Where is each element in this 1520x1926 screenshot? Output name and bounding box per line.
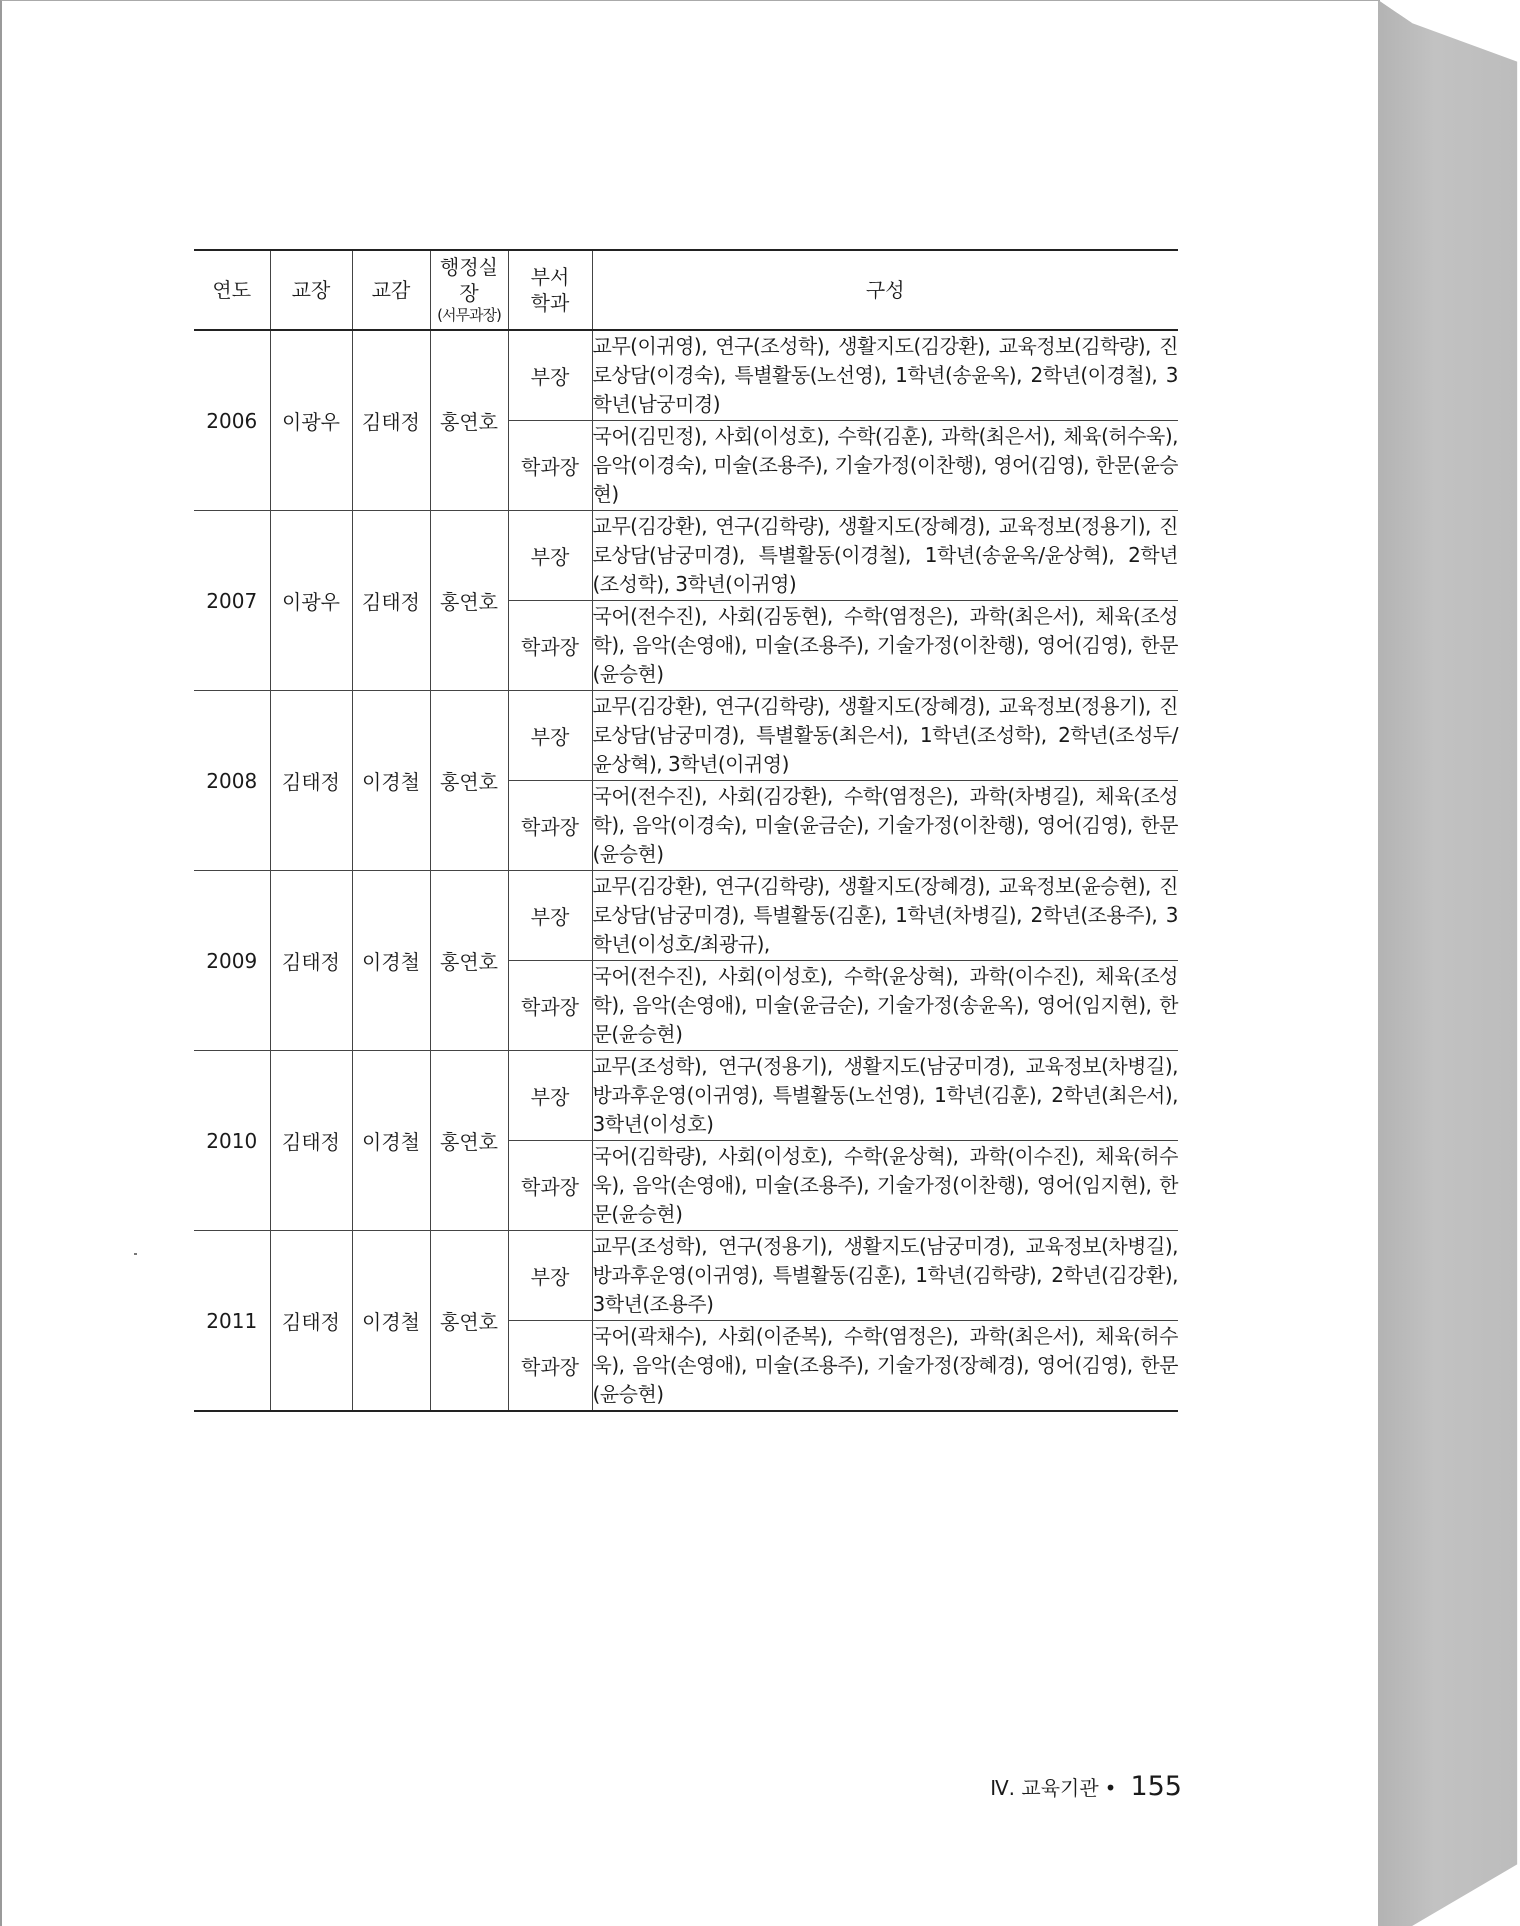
cell-subject-composition: 국어(전수진), 사회(김강환), 수학(염정은), 과학(차병길), 체육(조성학), 음악(이경숙), 미술(윤금순), 기술가정(이찬행), 영어(김영), 한문(윤승현): [592, 781, 1178, 871]
header-vice-principal: 교감: [352, 250, 430, 330]
cell-dept-composition: 교무(김강환), 연구(김학량), 생활지도(장혜경), 교육정보(정용기), 진로상담(남궁미경), 특별활동(최은서), 1학년(조성학), 2학년(조성두/윤상혁), 3학년(이귀영): [592, 691, 1178, 781]
header-year: 연도: [194, 250, 270, 330]
header-dept-line1: 부서: [530, 265, 570, 289]
cell-vice-principal: 이경철: [352, 1231, 430, 1412]
cell-admin-head: 홍연호: [430, 511, 508, 691]
cell-admin-head: 홍연호: [430, 1051, 508, 1231]
cell-year: 2008: [194, 691, 270, 871]
table-row: [194, 1051, 1178, 1141]
cell-subject-composition: 국어(곽채수), 사회(이준복), 수학(염정은), 과학(최은서), 체육(허수욱), 음악(손영애), 미술(조용주), 기술가정(장혜경), 영어(김영), 한문(윤승현): [592, 1321, 1178, 1412]
cell-dept-label: 부장: [508, 511, 592, 601]
cell-subject-composition: 국어(전수진), 사회(김동현), 수학(염정은), 과학(최은서), 체육(조성학), 음악(손영애), 미술(조용주), 기술가정(이찬행), 영어(김영), 한문(윤승현): [592, 601, 1178, 691]
header-admin-head: [430, 250, 508, 330]
cell-principal: 김태정: [270, 871, 352, 1051]
cell-vice-principal: 이경철: [352, 871, 430, 1051]
cell-admin-head: 홍연호: [430, 691, 508, 871]
header-admin-head-sub: (서무과장): [437, 306, 501, 325]
cell-principal: 김태정: [270, 1051, 352, 1231]
cell-dept-composition: 교무(조성학), 연구(정용기), 생활지도(남궁미경), 교육정보(차병길), 방과후운영(이귀영), 특별활동(김훈), 1학년(김학량), 2학년(김강환), 3학년(조용주): [592, 1231, 1178, 1321]
scan-speck: [134, 1253, 137, 1255]
cell-admin-head: 홍연호: [430, 330, 508, 511]
cell-vice-principal: 이경철: [352, 1051, 430, 1231]
cell-dept-label: 부장: [508, 1051, 592, 1141]
cell-subject-composition: 국어(김학량), 사회(이성호), 수학(윤상혁), 과학(이수진), 체육(허수욱), 음악(손영애), 미술(조용주), 기술가정(이찬행), 영어(임지현), 한문(윤승현): [592, 1141, 1178, 1231]
table-header-row: [194, 250, 1178, 330]
cell-principal: 김태정: [270, 1231, 352, 1412]
cell-dept-composition: 교무(조성학), 연구(정용기), 생활지도(남궁미경), 교육정보(차병길), 방과후운영(이귀영), 특별활동(노선영), 1학년(김훈), 2학년(최은서), 3학년(이성호): [592, 1051, 1178, 1141]
cell-year: 2009: [194, 871, 270, 1051]
cell-admin-head: 홍연호: [430, 1231, 508, 1412]
cell-year: 2007: [194, 511, 270, 691]
cell-subject-label: 학과장: [508, 421, 592, 511]
table-row: [194, 330, 1178, 421]
cell-subject-composition: 국어(김민정), 사회(이성호), 수학(김훈), 과학(최은서), 체육(허수욱), 음악(이경숙), 미술(조용주), 기술가정(이찬행), 영어(김영), 한문(윤승현): [592, 421, 1178, 511]
page-stack-edge: [1378, 0, 1520, 1926]
cell-principal: 이광우: [270, 511, 352, 691]
cell-subject-label: 학과장: [508, 781, 592, 871]
cell-subject-label: 학과장: [508, 601, 592, 691]
cell-dept-label: 부장: [508, 871, 592, 961]
cell-dept-composition: 교무(김강환), 연구(김학량), 생활지도(장혜경), 교육정보(정용기), 진로상담(남궁미경), 특별활동(이경철), 1학년(송윤옥/윤상혁), 2학년(조성학), 3학년(이귀영): [592, 511, 1178, 601]
cell-vice-principal: 이경철: [352, 691, 430, 871]
cell-principal: 이광우: [270, 330, 352, 511]
cell-subject-composition: 국어(전수진), 사회(이성호), 수학(윤상혁), 과학(이수진), 체육(조성학), 음악(손영애), 미술(윤금순), 기술가정(송윤옥), 영어(임지현), 한문(윤승현): [592, 961, 1178, 1051]
cell-year: 2011: [194, 1231, 270, 1412]
cell-principal: 김태정: [270, 691, 352, 871]
header-composition: 구성: [592, 250, 1178, 330]
cell-year: 2010: [194, 1051, 270, 1231]
cell-subject-label: 학과장: [508, 961, 592, 1051]
table-row: [194, 871, 1178, 961]
cell-vice-principal: 김태정: [352, 330, 430, 511]
cell-dept-label: 부장: [508, 1231, 592, 1321]
cell-admin-head: 홍연호: [430, 871, 508, 1051]
page-footer: [982, 1771, 1182, 1802]
cell-dept-composition: 교무(김강환), 연구(김학량), 생활지도(장혜경), 교육정보(윤승현), 진로상담(남궁미경), 특별활동(김훈), 1학년(차병길), 2학년(조용주), 3학년(이성호/최광규),: [592, 871, 1178, 961]
staff-roster-table: [194, 249, 1178, 1412]
cell-subject-label: 학과장: [508, 1141, 592, 1231]
table-row: [194, 511, 1178, 601]
cell-dept-label: 부장: [508, 330, 592, 421]
table-row: [194, 1231, 1178, 1321]
cell-year: 2006: [194, 330, 270, 511]
header-principal: 교장: [270, 250, 352, 330]
chapter-title: Ⅳ. 교육기관: [990, 1776, 1099, 1800]
header-dept-line2: 학과: [530, 291, 570, 315]
cell-subject-label: 학과장: [508, 1321, 592, 1412]
table-row: [194, 691, 1178, 781]
cell-dept-composition: 교무(이귀영), 연구(조성학), 생활지도(김강환), 교육정보(김학량), 진로상담(이경숙), 특별활동(노선영), 1학년(송윤옥), 2학년(이경철), 3학년(남궁미경): [592, 330, 1178, 421]
footer-bullet: •: [1104, 1776, 1117, 1800]
header-dept: [508, 250, 592, 330]
cell-dept-label: 부장: [508, 691, 592, 781]
page-number: 155: [1130, 1771, 1182, 1802]
header-admin-head-main: 행정실장: [440, 255, 498, 306]
cell-vice-principal: 김태정: [352, 511, 430, 691]
